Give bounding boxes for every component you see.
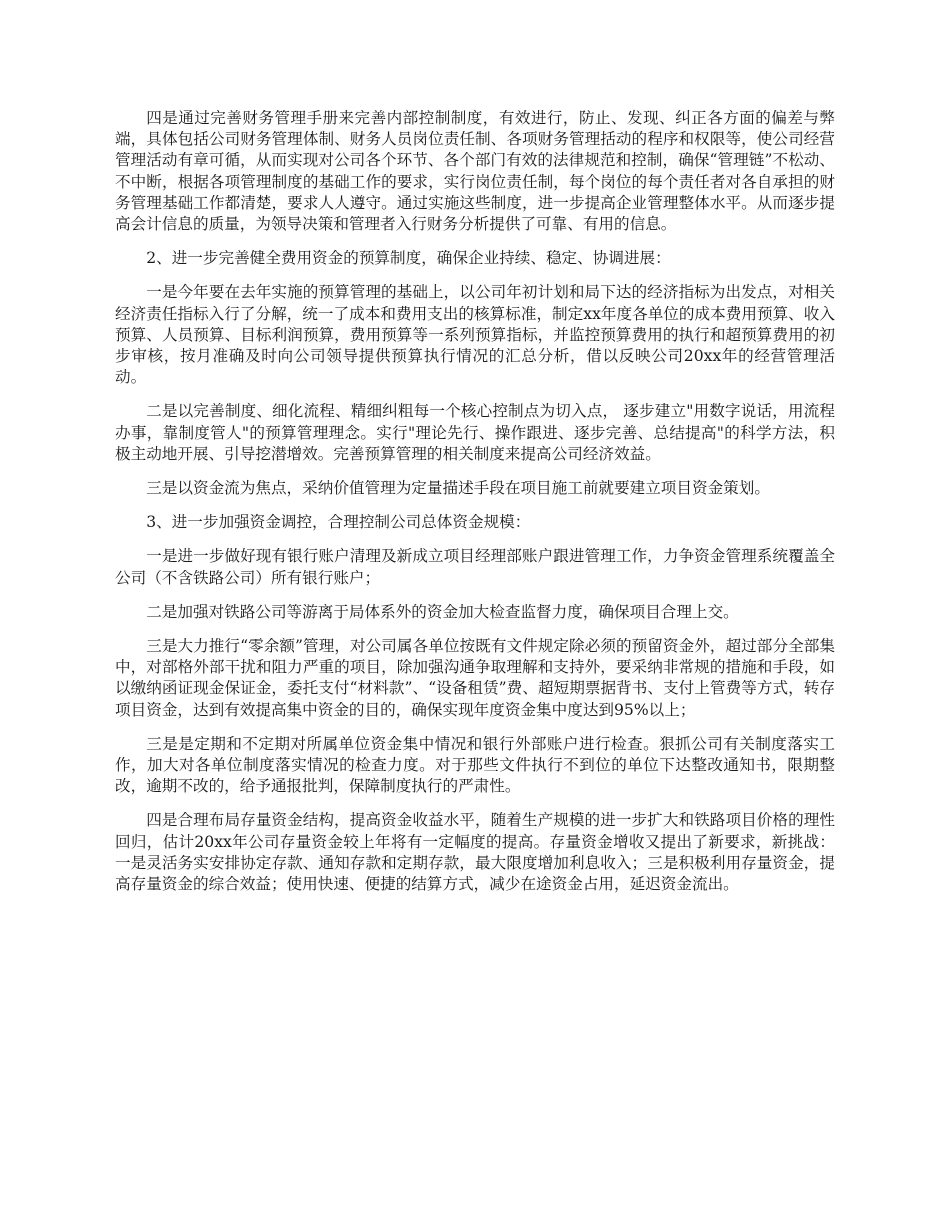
paragraph-funds-first: 一是进一步做好现有银行账户清理及新成立项目经理部账户跟进管理工作，力争资金管理系统覆盖全公司（不含铁路公司）所有银行账户； xyxy=(115,547,835,587)
paragraph-funds-inspection: 三是是定期和不定期对所属单位资金集中情况和银行外部账户进行检查。狠抓公司有关制度落实工作，加大对各单位制度落实情况的检查力度。对于那些文件执行不到位的单位下达整改通知书，限期整改，逾期不改的，给予通报批判，保障制度执行的严肃性。 xyxy=(115,734,835,796)
paragraph-budget-second: 二是以完善制度、细化流程、精细纠粗每一个核心控制点为切入点， 逐步建立"用数字说话，用流程办事，靠制度管人"的预算管理理念。实行"理论先行、操作跟进、逐步完善、总结提高"的科学方法，积极主动地开展、引导挖潜增效。完善预算管理的相关制度来提高公司经济效益。 xyxy=(115,402,835,463)
paragraph-budget-first: 一是今年要在去年实施的预算管理的基础上，以公司年初计划和局下达的经济指标为出发点，对相关经济责任指标入行了分解，统一了成本和费用支出的核算标准，制定xx年度各单位的成本费用预算、收入预算、人员预算、目标利润预算，费用预算等一系列预算指标，并监控预算费用的执行和超预算费用的初步审核，按月准确及时向公司领导提供预算执行情况的汇总分析，借以反映公司20xx年的经营管理活动。 xyxy=(115,283,835,387)
paragraph-budget-third: 三是以资金流为焦点，采纳价值管理为定量描述手段在项目施工前就要建立项目资金策划。 xyxy=(146,479,770,498)
document-body xyxy=(115,108,835,908)
paragraph-funds-second: 二是加强对铁路公司等游离于局体系外的资金加大检查监督力度，确保项目合理上交。 xyxy=(146,602,739,621)
paragraph-funds-fourth: 四是合理布局存量资金结构，提高资金收益水平，随着生产规模的进一步扩大和铁路项目价格的理性回归，估计20xx年公司存量资金较上年将有一定幅度的提高。存量资金增收又提出了新要求，新挑战：一是灵活务实安排协定存款、通知存款和定期存款，最大限度增加利息收入；三是积极利用存量资金，提高存量资金的综合效益；使用快速、便捷的结算方式，减少在途资金占用，延迟资金流出。 xyxy=(115,811,835,894)
section-heading-budget: 2、进一步完善健全费用资金的预算制度，确保企业持续、稳定、协调进展： xyxy=(146,249,671,268)
paragraph-internal-control: 四是通过完善财务管理手册来完善内部控制制度，有效进行，防止、发现、纠正各方面的偏差与弊端，具体包括公司财务管理体制、财务人员岗位责任制、各项财务管理括动的程序和权限等，使公司经营管理活动有章可循，从而实现对公司各个环节、各个部门有效的法律规范和控制，确保“管理链”不松动、不中断，根据各项管理制度的基础工作的要求，实行岗位责任制，每个岗位的每个责任者对各自承担的财务管理基础工作都清楚，要求人人遵守。通过实施这些制度，进一步提高企业管理整体水平。从而逐步提高会计信息的质量，为领导决策和管理者入行财务分析提供了可靠、有用的信息。 xyxy=(115,109,835,234)
section-heading-funds: 3、进一步加强资金调控，合理控制公司总体资金规模： xyxy=(146,513,531,532)
paragraph-funds-third: 三是大力推行“零余额”管理，对公司属各单位按既有文件规定除必须的预留资金外，超过部分全部集中，对部格外部干扰和阻力严重的项目，除加强沟通争取理解和支持外，要采纳非常规的措施和手段，如以缴纳函证现金保证金，委托支付“材料款”、“设备租赁”费、超短期票据背书、支付上管费等方式，转存项目资金，达到有效提高集中资金的目的，确保实现年度资金集中度达到95%以上； xyxy=(115,637,835,719)
